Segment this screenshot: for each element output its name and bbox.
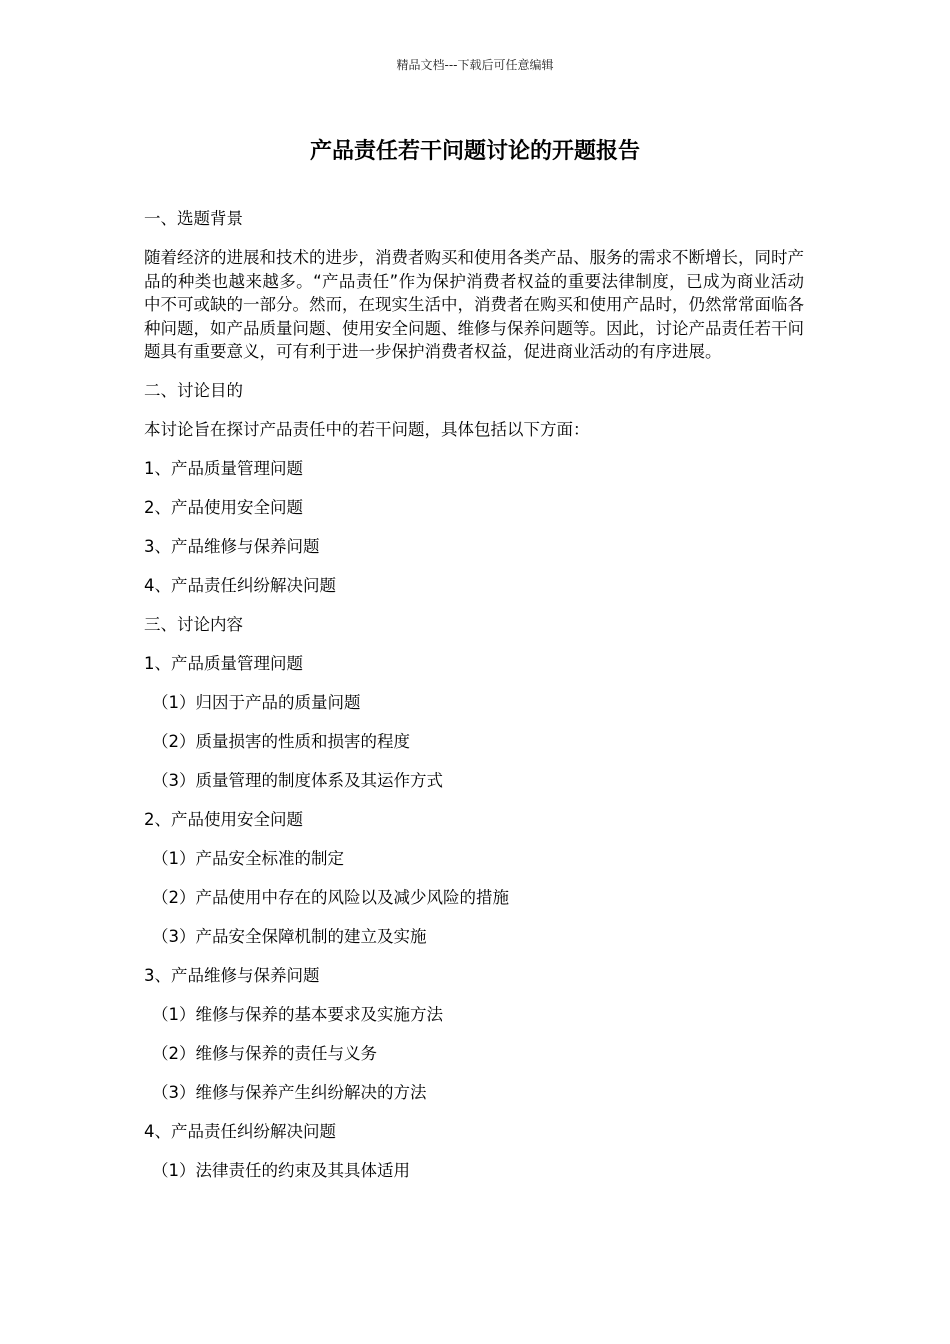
section-heading-content: 三、讨论内容 [144,615,243,634]
content-sub-item: （1）归因于产品的质量问题 [152,693,361,712]
content-sub-item: （1）维修与保养的基本要求及实施方法 [152,1005,443,1024]
purpose-item: 3、产品维修与保养问题 [144,537,320,556]
content-sub-item: （3）质量管理的制度体系及其运作方式 [152,771,443,790]
content-sub-item: （3）产品安全保障机制的建立及实施 [152,927,427,946]
content-sub-item: （1）产品安全标准的制定 [152,849,344,868]
content-group-heading: 4、产品责任纠纷解决问题 [144,1122,336,1141]
header-note: 精品文档---下载后可任意编辑 [396,58,554,72]
section-heading-background: 一、选题背景 [144,209,243,228]
purpose-item: 4、产品责任纠纷解决问题 [144,576,336,595]
document-title: 产品责任若干问题讨论的开题报告 [309,139,640,164]
content-sub-item: （3）维修与保养产生纠纷解决的方法 [152,1083,427,1102]
document-body [144,207,804,1198]
background-paragraph: 随着经济的进展和技术的进步，消费者购买和使用各类产品、服务的需求不断增长，同时产品的种类也越来越多。“产品责任”作为保护消费者权益的重要法律制度，已成为商业活动中不可或缺的一部分。然而，在现实生活中，消费者在购买和使用产品时，仍然常常面临各种问题，如产品质量问题、使用安全问题、维修与保养问题等。因此，讨论产品责任若干问题具有重要意义，可有利于进一步保护消费者权益，促进商业活动的有序进展。 [144,248,804,361]
section-heading-purpose: 二、讨论目的 [144,381,243,400]
content-sub-item: （2）维修与保养的责任与义务 [152,1044,377,1063]
purpose-intro: 本讨论旨在探讨产品责任中的若干问题，具体包括以下方面： [144,420,590,439]
purpose-item: 2、产品使用安全问题 [144,498,303,517]
content-sub-item: （1）法律责任的约束及其具体适用 [152,1161,410,1180]
content-group-heading: 3、产品维修与保养问题 [144,966,320,985]
content-group-heading: 2、产品使用安全问题 [144,810,303,829]
content-group-heading: 1、产品质量管理问题 [144,654,303,673]
content-sub-item: （2）产品使用中存在的风险以及减少风险的措施 [152,888,509,907]
content-sub-item: （2）质量损害的性质和损害的程度 [152,732,410,751]
purpose-item: 1、产品质量管理问题 [144,459,303,478]
